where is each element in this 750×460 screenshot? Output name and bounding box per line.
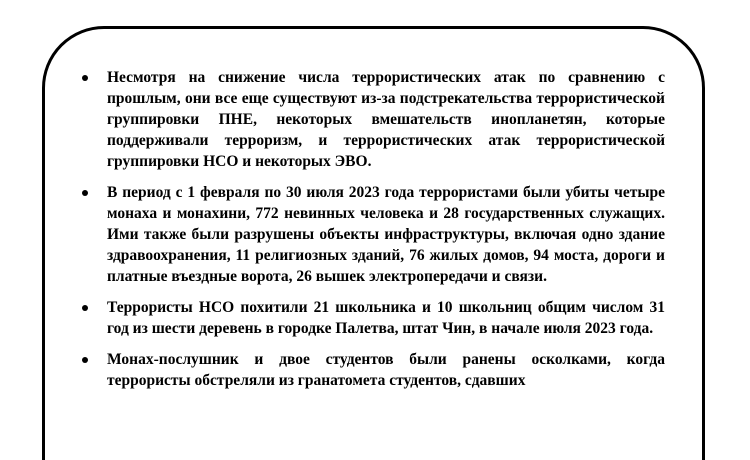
bullet-text: Несмотря на снижение числа террористических атак по сравнению с прошлым, они все еще существуют из-за подстрекательства террористической группировки ПНЕ, некоторых вмешательств инопланетян, которые поддерживали терроризм, и террористических атак террористической группировки НСО и некоторых ЭВО.	[107, 69, 665, 170]
rounded-text-box	[42, 26, 705, 460]
bullet-point-icon	[82, 75, 88, 81]
bullet-text: Монах-послушник и двое студентов были ранены осколками, когда террористы обстреляли из гранатомета студентов, сдавших	[107, 351, 665, 389]
bullet-point-icon	[82, 305, 88, 311]
bullet-list	[79, 67, 665, 401]
list-item	[79, 67, 665, 172]
bullet-text: Террористы НСО похитили 21 школьника и 10 школьниц общим числом 31 год из шести деревень в городке Палетва, штат Чин, в начале июля 2023 года.	[107, 299, 665, 337]
list-item	[79, 297, 665, 339]
bullet-text: В период с 1 февраля по 30 июля 2023 года террористами были убиты четыре монаха и монахини, 772 невинных человека и 28 государственных служащих. Ими также были разрушены объекты инфраструктуры, включая одно здание здравоохранения, 11 религиозных зданий, 76 жилых домов, 94 моста, дороги и платные въездные ворота, 26 вышек электропередачи и связи.	[107, 184, 665, 285]
list-item	[79, 182, 665, 287]
list-item	[79, 349, 665, 391]
bullet-point-icon	[82, 357, 88, 363]
bullet-point-icon	[82, 190, 88, 196]
